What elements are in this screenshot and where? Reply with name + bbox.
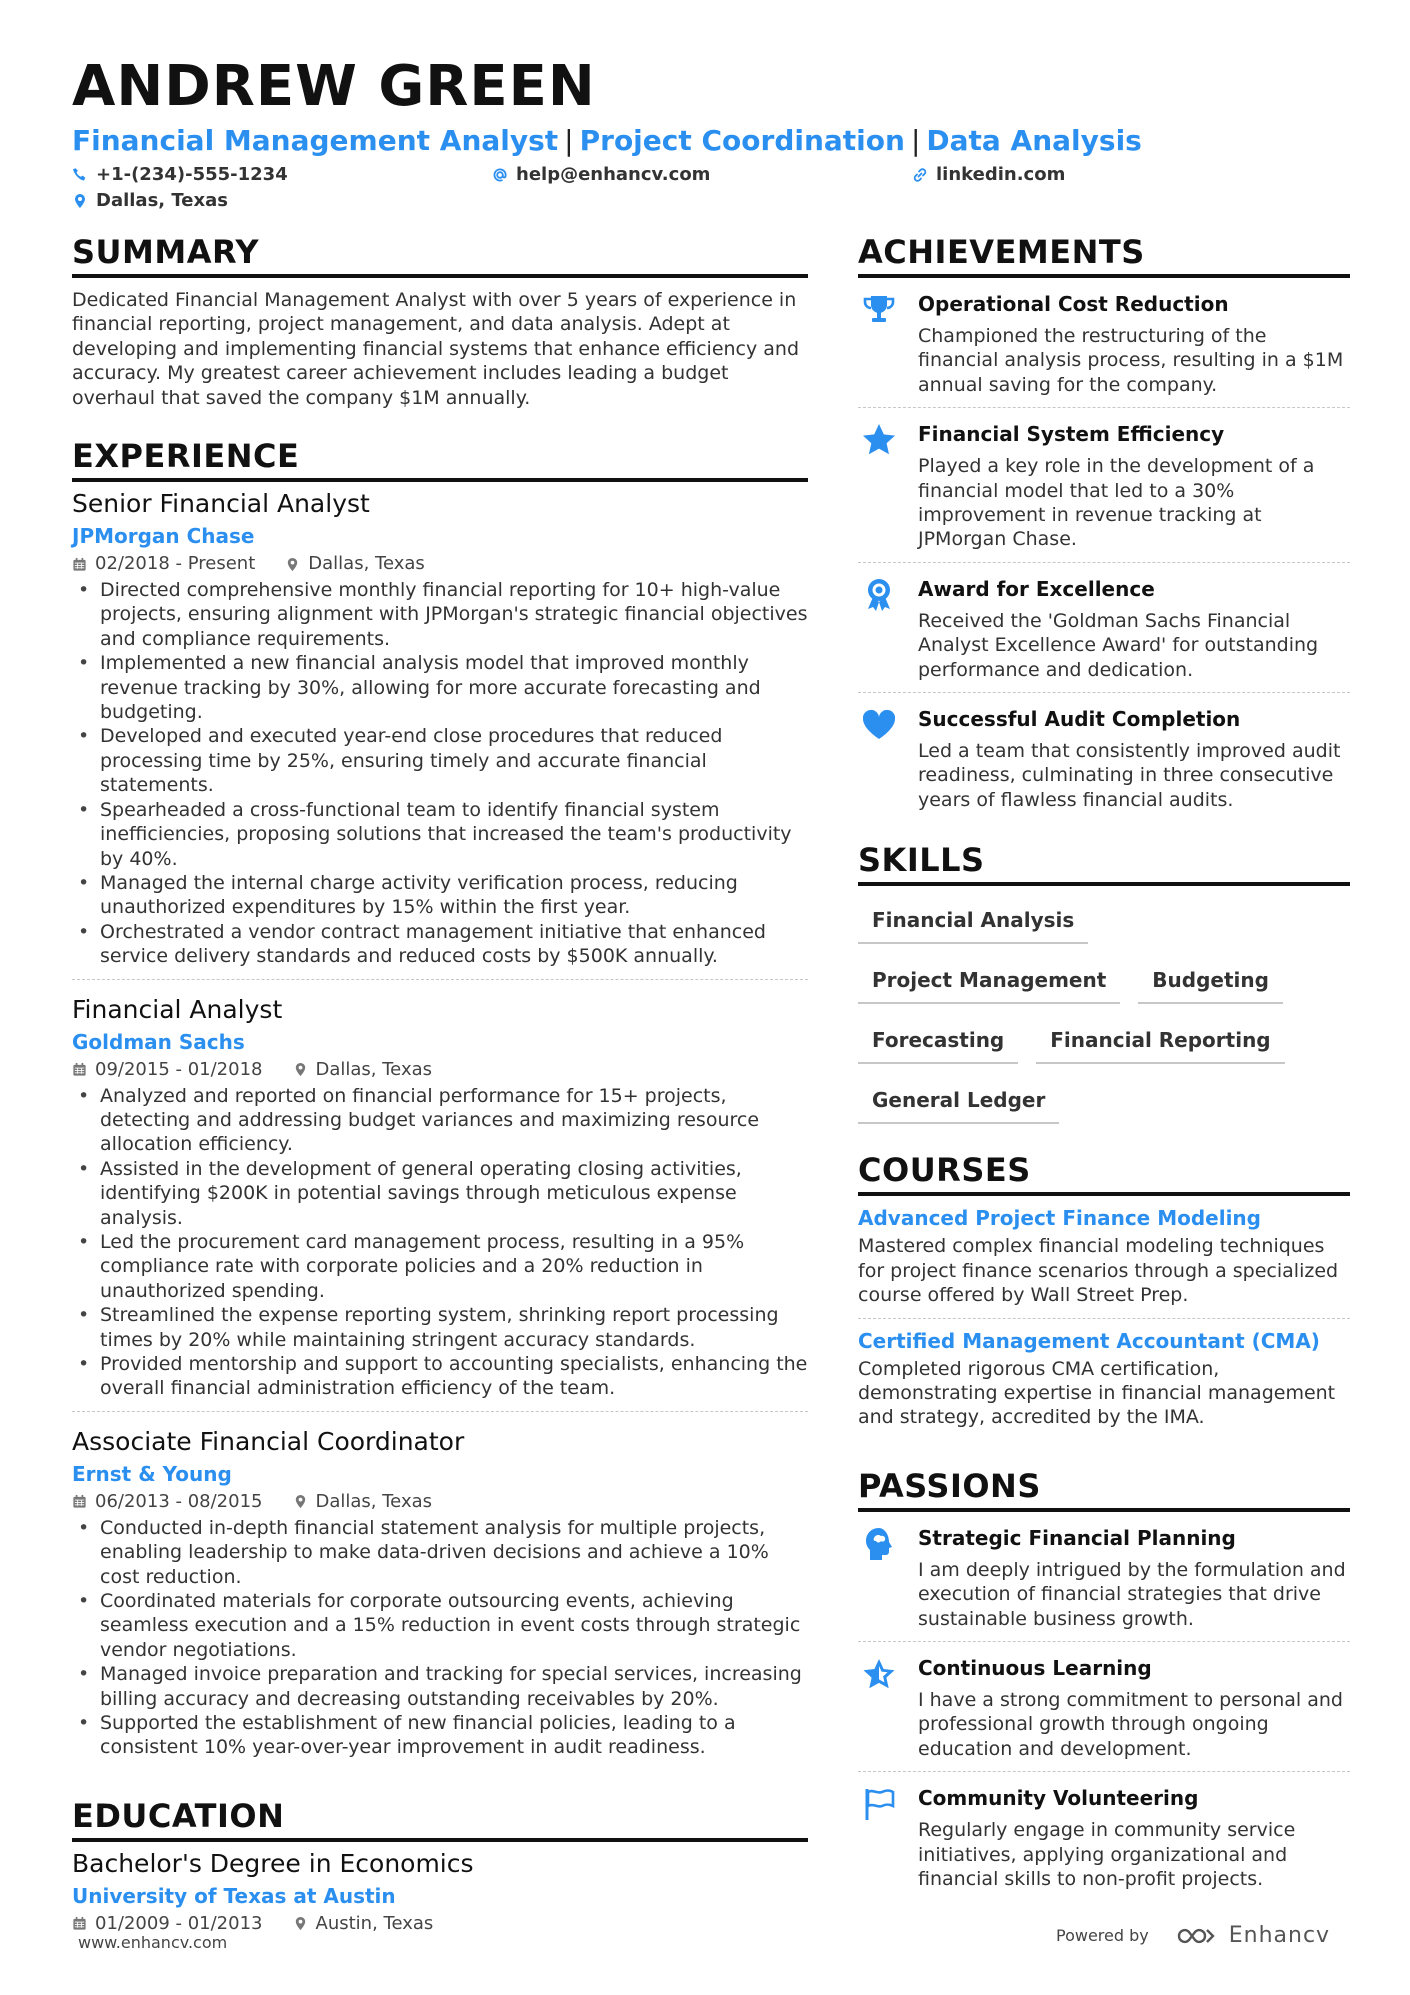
passion-desc: I am deeply intrigued by the formulation and execution of financial strategies that drive sustainable business growth.: [918, 1558, 1346, 1630]
bullet-item: • Spearheaded a cross-functional team to identify financial system inefficiencies, proposing solutions that increased the team's productivity by 40%.: [72, 798, 808, 871]
summary-text: Dedicated Financial Management Analyst with over 5 years of experience in financial reporting, project management, and data analysis. Adept at developing and implementing financial systems that enhance efficiency and accuracy. My greatest career achievement includes leading a budget overhaul that saved the company $1M annually.: [72, 289, 800, 409]
achievement-desc: Led a team that consistently improved audit readiness, culminating in three consecutive years of flawless financial audits.: [918, 740, 1341, 811]
job-location: [293, 1058, 433, 1082]
passion-item: [858, 1641, 1350, 1771]
phone-text: +1-(234)-555-1234: [96, 164, 288, 185]
job-dates: [72, 552, 255, 576]
achievements-section: [858, 232, 1350, 822]
star-outline-icon: [861, 1656, 897, 1692]
contact-info: [72, 164, 1352, 218]
achievement-title: Operational Cost Reduction: [918, 292, 1229, 316]
passion-item: [858, 1512, 1350, 1641]
job-location: [293, 1490, 433, 1514]
skills-list: [858, 902, 1350, 1124]
resume-header: [72, 54, 1352, 218]
phone-contact[interactable]: [72, 164, 288, 185]
skill-tag: Budgeting: [1138, 962, 1283, 1004]
job-entry: [72, 1411, 808, 1770]
courses-heading: COURSES: [858, 1150, 1350, 1196]
degree-title: Bachelor's Degree in Economics: [72, 1848, 474, 1878]
skill-tag: Forecasting: [858, 1022, 1018, 1064]
headline: [72, 122, 1352, 160]
dates-text: 06/2013 - 08/2015: [95, 1490, 263, 1512]
summary-heading: SUMMARY: [72, 232, 808, 278]
education-heading: EDUCATION: [72, 1796, 808, 1842]
job-dates: [72, 1490, 263, 1514]
linkedin-contact[interactable]: [912, 164, 1065, 185]
bullet-item: • Streamlined the expense reporting system, shrinking report processing times by 20% while maintaining stringent accuracy standards.: [72, 1303, 808, 1352]
job-entry: [72, 979, 808, 1411]
job-title: Associate Financial Coordinator: [72, 1426, 465, 1456]
footer-website[interactable]: www.enhancv.com: [78, 1933, 228, 1952]
bullet-item: • Managed invoice preparation and tracking for special services, increasing billing accuracy and decreasing outstanding receivables by 20%.: [72, 1662, 808, 1711]
dates-text: 09/2015 - 01/2018: [95, 1058, 263, 1080]
flag-icon: [861, 1786, 897, 1822]
bullet-item: • Provided mentorship and support to accounting specialists, enhancing the overall financial administration efficiency of the team.: [72, 1352, 808, 1401]
course-item: [858, 1196, 1350, 1317]
bullet-item: • Developed and executed year-end close procedures that reduced processing time by 25%, ensuring timely and accurate financial statements.: [72, 724, 808, 797]
location-pin-icon: [293, 1494, 308, 1509]
job-location: [285, 552, 425, 576]
bullet-item: • Orchestrated a vendor contract management initiative that enhanced service delivery standards and reduced costs by $500K annually.: [72, 920, 808, 969]
job-bullets: [72, 1084, 808, 1401]
skills-section: [858, 840, 1350, 1124]
job-meta: [72, 1490, 808, 1514]
footer-branding[interactable]: [1056, 1923, 1330, 1948]
location-contact: [72, 190, 228, 211]
achievement-desc: Played a key role in the development of a financial model that led to a 30% improvement in revenue tracking at JPMorgan Chase.: [918, 455, 1315, 551]
education-section: [72, 1796, 808, 1936]
bullet-item: • Supported the establishment of new financial policies, leading to a consistent 10% year-over-year improvement in audit readiness.: [72, 1711, 808, 1760]
email-text: help@enhancv.com: [516, 164, 711, 185]
headline-separator: |: [564, 124, 574, 157]
company-name: Goldman Sachs: [72, 1029, 245, 1054]
bullet-item: • Conducted in-depth financial statement analysis for multiple projects, enabling leadership to make data-driven decisions and achieve a 10% cost reduction.: [72, 1516, 808, 1589]
achievement-item: [858, 407, 1350, 562]
bullet-item: • Managed the internal charge activity verification process, reducing unauthorized expenditures by 15% within the first year.: [72, 871, 808, 920]
right-column: [858, 232, 1350, 1901]
location-text: Dallas, Texas: [96, 190, 228, 211]
achievement-desc: Championed the restructuring of the financial analysis process, resulting in a $1M annual saving for the company.: [918, 325, 1344, 396]
job-meta: [72, 552, 808, 576]
passion-title: Community Volunteering: [918, 1786, 1199, 1811]
job-entry: [72, 488, 808, 979]
calendar-icon: [72, 557, 87, 572]
head-brain-icon: [861, 1526, 897, 1562]
skill-tag: General Ledger: [858, 1082, 1059, 1124]
job-bullets: [72, 578, 808, 969]
at-icon: [492, 167, 508, 183]
job-meta: [72, 1058, 808, 1082]
brand-logo: [1175, 1923, 1330, 1948]
brand-name: Enhancv: [1228, 1923, 1331, 1948]
location-text: Austin, Texas: [315, 1912, 434, 1934]
bullet-item: • Analyzed and reported on financial performance for 15+ projects, detecting and addressing budget variances and maximizing resource allocation efficiency.: [72, 1084, 808, 1157]
headline-part: Data Analysis: [926, 124, 1142, 157]
passion-title: Continuous Learning: [918, 1655, 1152, 1680]
job-title: Financial Analyst: [72, 994, 283, 1024]
calendar-icon: [72, 1062, 87, 1077]
achievement-desc: Received the 'Goldman Sachs Financial Analyst Excellence Award' for outstanding performance and dedication.: [918, 609, 1319, 681]
passion-desc: Regularly engage in community service initiatives, applying organizational and financial skills to non-profit projects.: [918, 1819, 1296, 1890]
location-text: Dallas, Texas: [315, 1058, 432, 1080]
location-pin-icon: [293, 1062, 308, 1077]
bullet-item: • Coordinated materials for corporate outsourcing events, achieving seamless execution and a 15% reduction in event costs through strategic vendor negotiations.: [72, 1589, 808, 1662]
dates-text: 02/2018 - Present: [95, 553, 256, 575]
location-pin-icon: [72, 193, 88, 209]
achievements-heading: ACHIEVEMENTS: [858, 232, 1350, 278]
headline-part: Project Coordination: [579, 124, 905, 157]
course-desc: Completed rigorous CMA certification, demonstrating expertise in financial management and strategy, accredited by the IMA.: [858, 1357, 1336, 1429]
award-ribbon-icon: [861, 577, 897, 613]
location-text: Dallas, Texas: [308, 553, 425, 575]
passion-item: [858, 1771, 1350, 1901]
star-icon: [861, 422, 897, 458]
skill-tag: Financial Analysis: [858, 902, 1088, 944]
dates-text: 01/2009 - 01/2013: [95, 1912, 263, 1934]
enhancv-logo-icon: [1175, 1924, 1219, 1948]
linkedin-text: linkedin.com: [936, 164, 1066, 185]
job-dates: [72, 1058, 263, 1082]
left-column: [72, 232, 808, 1936]
achievement-item: [858, 692, 1350, 822]
location-text: Dallas, Texas: [315, 1490, 432, 1512]
achievement-title: Successful Audit Completion: [918, 707, 1241, 732]
headline-separator: |: [910, 124, 921, 157]
candidate-name: ANDREW GREEN: [72, 54, 596, 119]
bullet-item: • Directed comprehensive monthly financial reporting for 10+ high-value projects, ensuring alignment with JPMorgan's strategic financial objectives and compliance requirements.: [72, 578, 808, 651]
course-title: Advanced Project Finance Modeling: [858, 1206, 1261, 1231]
course-desc: Mastered complex financial modeling techniques for project finance scenarios through a specialized course offered by Wall Street Prep.: [858, 1235, 1339, 1307]
achievement-item: [858, 562, 1350, 692]
headline-part: Financial Management Analyst: [72, 124, 559, 157]
location-pin-icon: [285, 557, 300, 572]
job-bullets: [72, 1516, 808, 1760]
achievement-title: Financial System Efficiency: [918, 422, 1225, 447]
courses-section: [858, 1150, 1350, 1439]
bullet-item: • Implemented a new financial analysis model that improved monthly revenue tracking by 30%, allowing for more accurate forecasting and budgeting.: [72, 651, 808, 724]
passion-title: Strategic Financial Planning: [918, 1525, 1236, 1550]
powered-by-text: Powered by: [1056, 1926, 1149, 1945]
bullet-item: • Assisted in the development of general operating closing activities, identifying $200K in potential savings through meticulous expense analysis.: [72, 1157, 808, 1230]
location-pin-icon: [293, 1916, 308, 1931]
achievement-title: Award for Excellence: [918, 576, 1155, 601]
passions-section: [858, 1466, 1350, 1902]
education-location: [293, 1912, 434, 1936]
link-icon: [912, 167, 928, 183]
heart-icon: [861, 707, 897, 743]
experience-section: [72, 436, 808, 1770]
experience-heading: EXPERIENCE: [72, 436, 808, 482]
school-name: University of Texas at Austin: [72, 1883, 396, 1908]
company-name: JPMorgan Chase: [72, 524, 255, 549]
trophy-icon: [861, 292, 897, 328]
achievement-item: [858, 278, 1350, 407]
company-name: Ernst & Young: [72, 1461, 232, 1486]
passion-desc: I have a strong commitment to personal and professional growth through ongoing education and development.: [918, 1688, 1343, 1760]
calendar-icon: [72, 1494, 87, 1509]
calendar-icon: [72, 1916, 87, 1931]
skills-heading: SKILLS: [858, 840, 1350, 886]
email-contact[interactable]: [492, 164, 710, 185]
skill-tag: Project Management: [858, 962, 1120, 1004]
summary-section: [72, 232, 808, 410]
phone-icon: [72, 167, 88, 183]
skill-tag: Financial Reporting: [1036, 1022, 1284, 1064]
course-item: [858, 1318, 1350, 1440]
job-title: Senior Financial Analyst: [72, 489, 370, 519]
bullet-item: • Led the procurement card management process, resulting in a 95% compliance rate with corporate policies and a 20% reduction in unauthorized spending.: [72, 1230, 808, 1303]
course-title: Certified Management Accountant (CMA): [858, 1328, 1320, 1353]
passions-heading: PASSIONS: [858, 1466, 1350, 1512]
